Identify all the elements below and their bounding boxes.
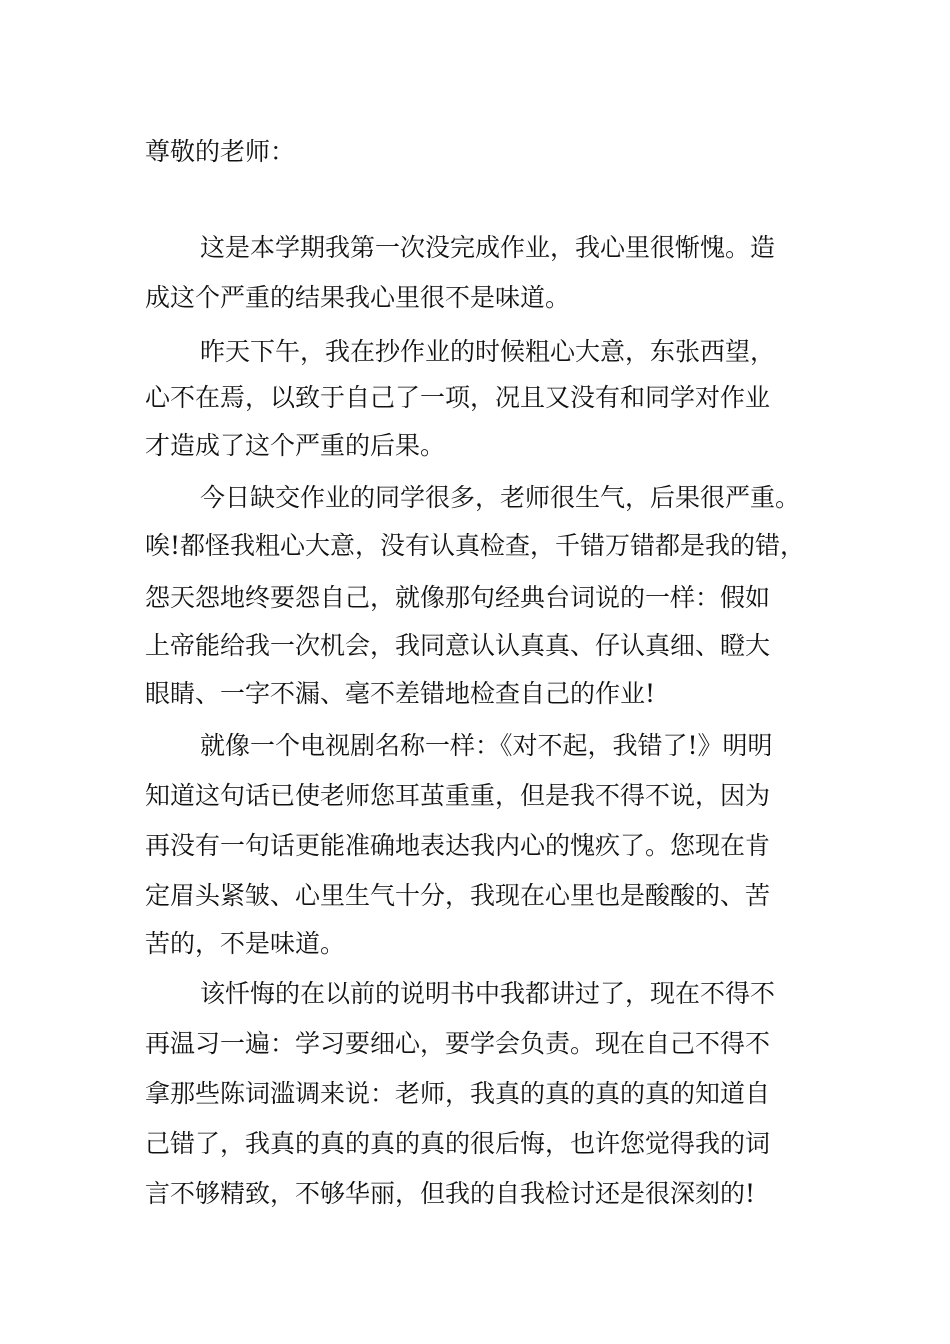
paragraph-5-line-4: 己错了，我真的真的真的真的很后悔，也许您觉得我的词 <box>145 1129 771 1158</box>
salutation: 尊敬的老师： <box>145 137 296 166</box>
paragraph-3-line-2: 唉!都怪我粗心大意，没有认真检查，千错万错都是我的错， <box>145 531 806 560</box>
paragraph-3-line-3: 怨天怨地终要怨自己，就像那句经典台词说的一样：假如 <box>145 583 771 612</box>
paragraph-4-line-5: 苦的，不是味道。 <box>145 929 346 958</box>
paragraph-3-line-1: 今日缺交作业的同学很多，老师很生气，后果很严重。 <box>200 483 801 512</box>
paragraph-1-line-2: 成这个严重的结果我心里很不是味道。 <box>145 283 571 312</box>
paragraph-2-line-2: 心不在焉，以致于自己了一项，况且又没有和同学对作业 <box>145 383 771 412</box>
paragraph-5-line-3: 拿那些陈词滥调来说：老师，我真的真的真的真的知道自 <box>145 1079 771 1108</box>
paragraph-4-line-1: 就像一个电视剧名称一样：《对不起，我错了!》明明 <box>200 731 773 760</box>
paragraph-5-line-2: 再温习一遍：学习要细心，要学会负责。现在自己不得不 <box>145 1029 771 1058</box>
paragraph-2-line-3: 才造成了这个严重的后果。 <box>145 431 446 460</box>
paragraph-5-line-1: 该忏悔的在以前的说明书中我都讲过了，现在不得不 <box>200 979 776 1008</box>
paragraph-4-line-4: 定眉头紧皱、心里生气十分，我现在心里也是酸酸的、苦 <box>145 881 771 910</box>
paragraph-3-line-5: 眼睛、一字不漏、毫不差错地检查自己的作业! <box>145 679 656 708</box>
paragraph-4-line-3: 再没有一句话更能准确地表达我内心的愧疚了。您现在肯 <box>145 831 771 860</box>
paragraph-1-line-1: 这是本学期我第一次没完成作业，我心里很惭愧。造 <box>200 233 776 262</box>
paragraph-2-line-1: 昨天下午，我在抄作业的时候粗心大意，东张西望， <box>200 337 776 366</box>
paragraph-5-line-5: 言不够精致，不够华丽，但我的自我检讨还是很深刻的! <box>145 1179 756 1208</box>
paragraph-4-line-2: 知道这句话已使老师您耳茧重重，但是我不得不说，因为 <box>145 781 771 810</box>
paragraph-3-line-4: 上帝能给我一次机会，我同意认认真真、仔认真细、瞪大 <box>145 631 771 660</box>
